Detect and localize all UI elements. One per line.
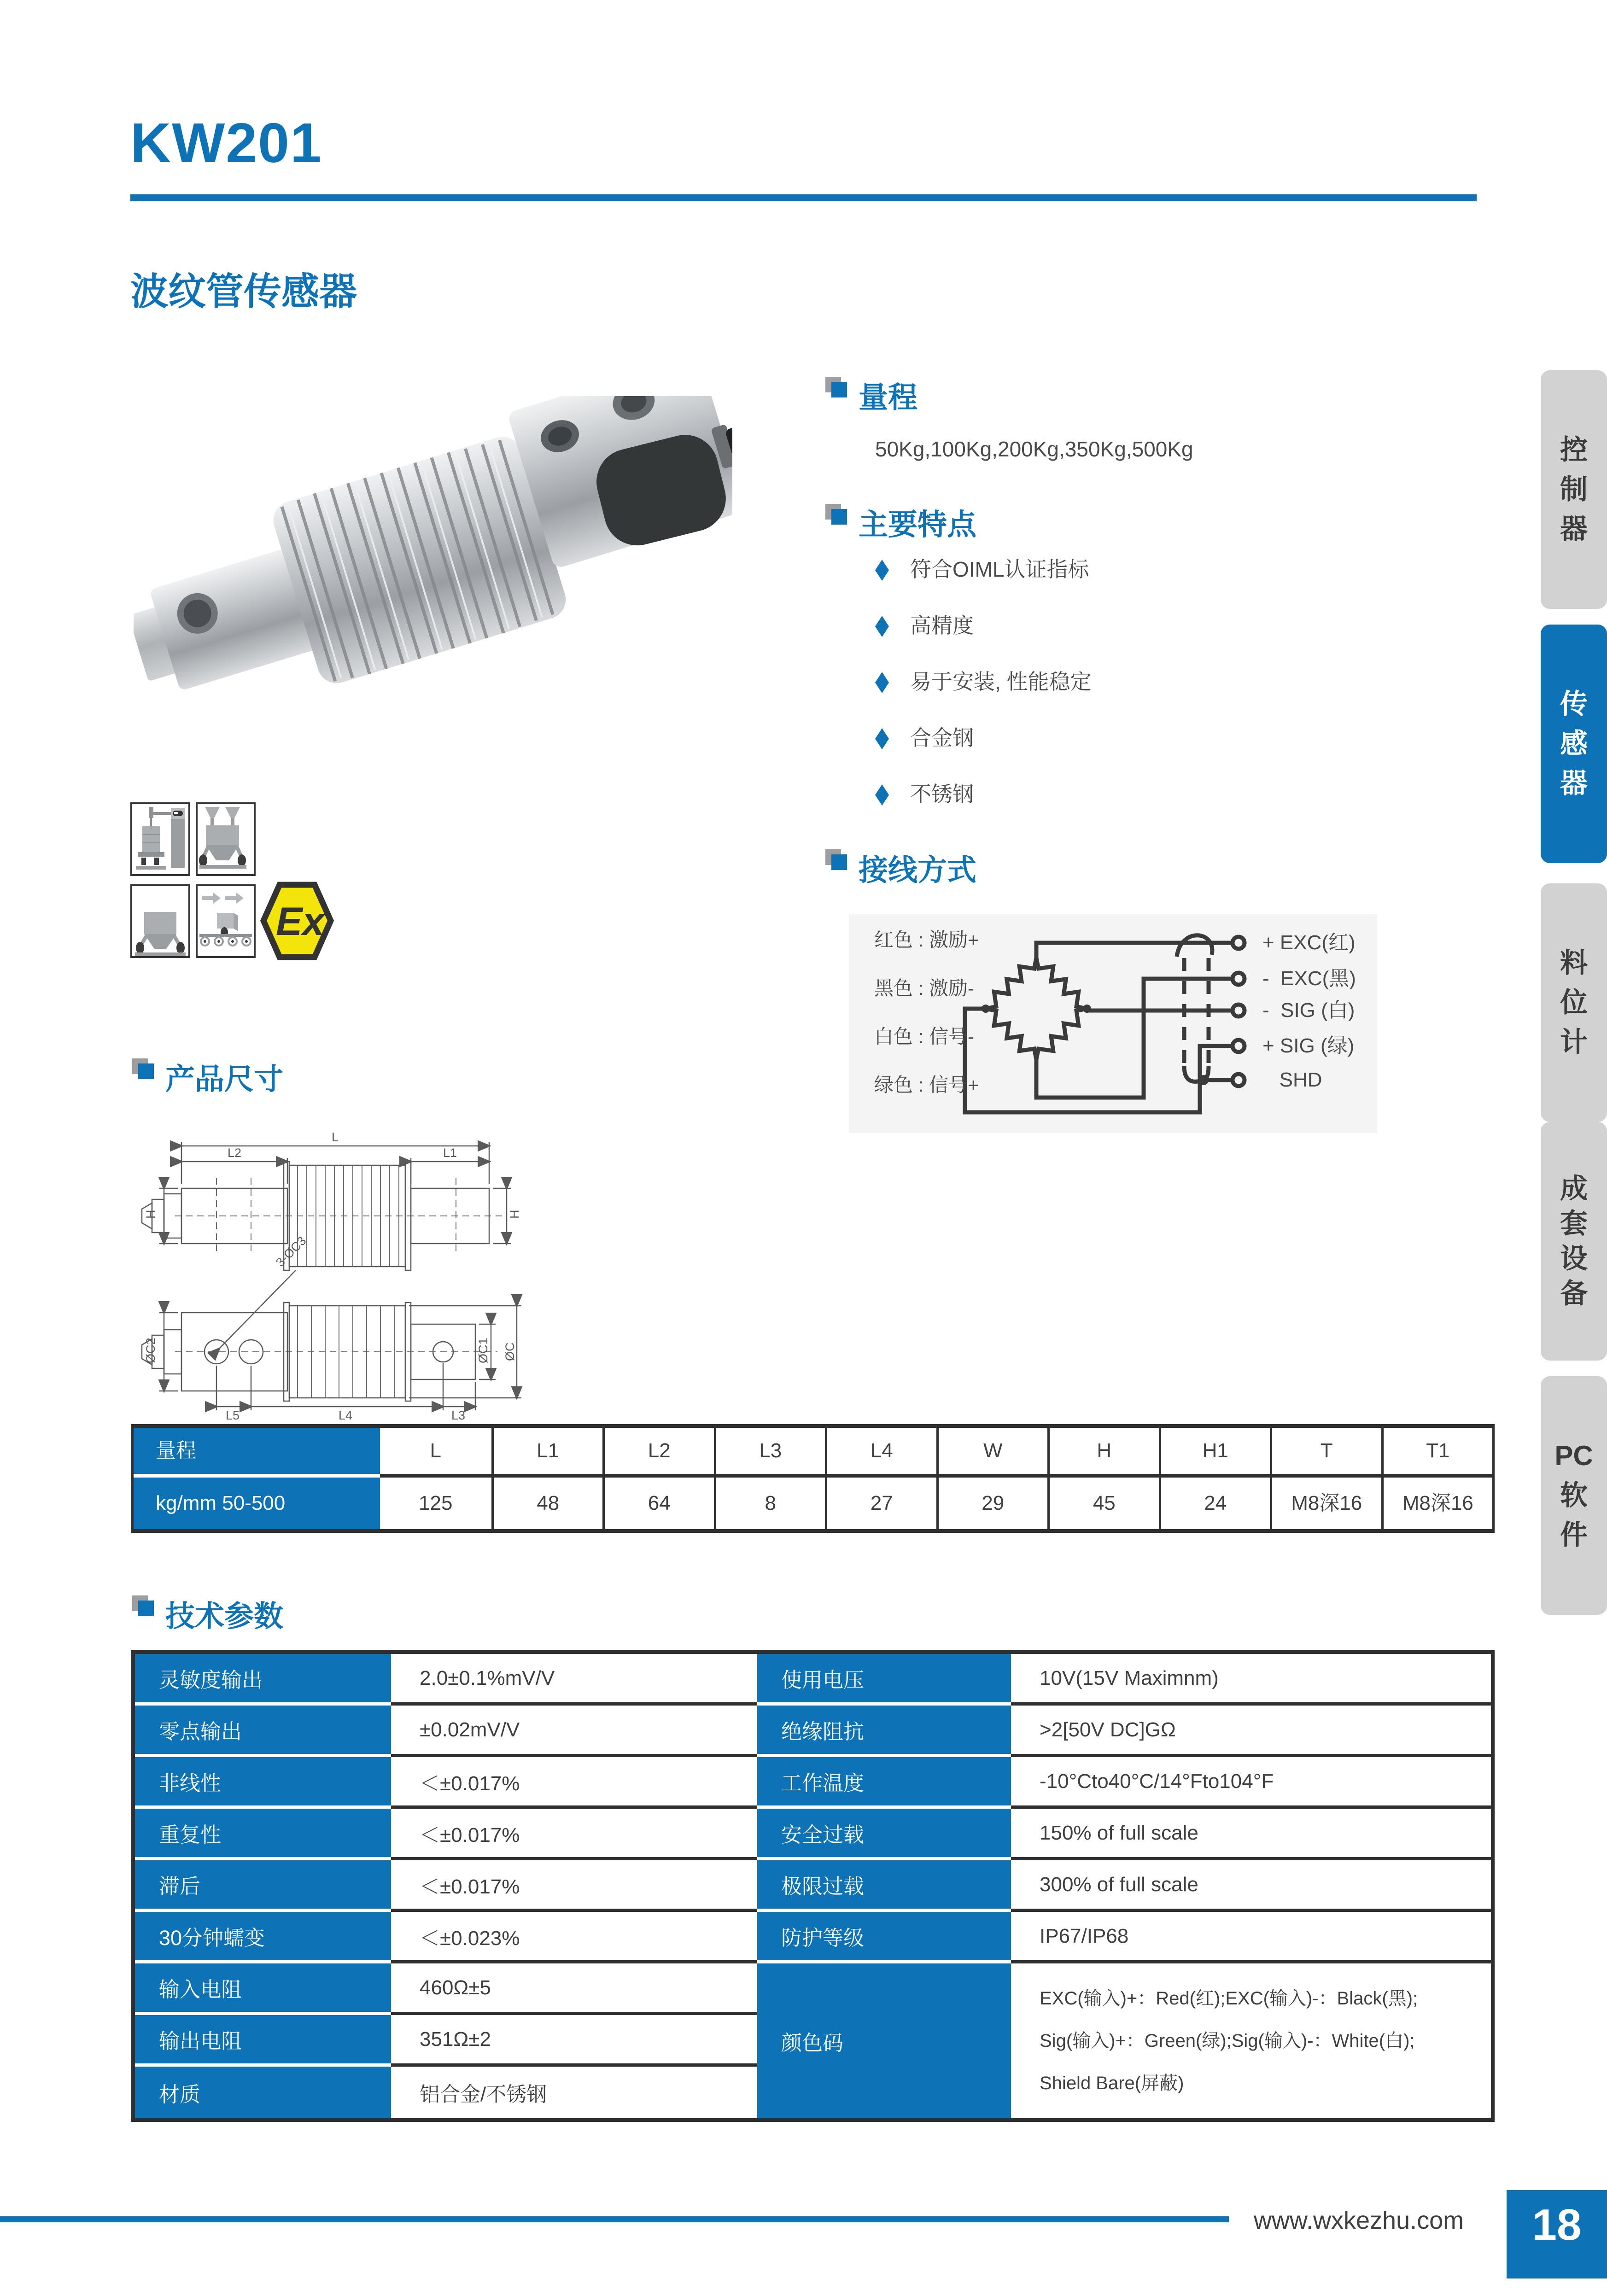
dim-cell: 24 xyxy=(1159,1478,1270,1529)
feature-item: 不锈钢 xyxy=(875,780,974,808)
dim-label-C: ØC xyxy=(503,1342,517,1361)
sidebar-tab-controller[interactable]: 控 制 器 xyxy=(1541,370,1607,609)
application-icon-tank-scale xyxy=(130,802,190,876)
dim-col-header: H xyxy=(1047,1428,1159,1478)
spec-value: IP67/IP68 xyxy=(1011,1912,1491,1963)
color-code-line: Sig(输入)+：Green(绿);Sig(输入)-：White(白); xyxy=(1040,2031,1415,2051)
terminal-label: + EXC(红) xyxy=(1262,931,1356,954)
spec-value: 351Ω±2 xyxy=(391,2015,757,2067)
footer-url: www.wxkezhu.com xyxy=(1254,2207,1464,2234)
dim-label-C2: ØC2 xyxy=(144,1338,158,1363)
dim-cell: 29 xyxy=(936,1478,1048,1529)
dim-label-L4: L4 xyxy=(339,1408,353,1422)
dim-col-header: L2 xyxy=(602,1428,714,1478)
dim-col-header: 量程 xyxy=(134,1428,380,1478)
dim-cell: 48 xyxy=(491,1478,603,1529)
dim-label-L1: L1 xyxy=(443,1146,457,1160)
spec-label: 零点输出 xyxy=(135,1706,391,1757)
page-title: KW201 xyxy=(130,111,322,174)
terminal-label: + SIG (绿) xyxy=(1262,1034,1355,1057)
spec-value: ＜±0.017% xyxy=(391,1860,757,1912)
dim-cell: 64 xyxy=(602,1478,714,1529)
spec-label: 30分钟蠕变 xyxy=(135,1912,391,1963)
wire-color-label: 红色 : 激励+ xyxy=(874,929,979,951)
section-title: 接线方式 xyxy=(859,853,976,887)
marker-icon xyxy=(831,509,847,525)
sidebar-tab-sensor[interactable]: 传 感 器 xyxy=(1541,625,1607,863)
color-code-line: EXC(输入)+：Red(红);EXC(输入)-：Black(黑); xyxy=(1040,1988,1418,2009)
section-title: 技术参数 xyxy=(165,1600,283,1633)
dimension-drawing xyxy=(134,1119,719,1423)
dim-label-H: H xyxy=(144,1209,158,1219)
load-cell-illustration xyxy=(134,396,732,714)
dim-col-header: T xyxy=(1270,1428,1381,1478)
sidebar-tab-complete-equipment[interactable]: 成 套 设 备 xyxy=(1541,1122,1607,1361)
dim-cell: M8深16 xyxy=(1270,1478,1381,1529)
spec-label: 重复性 xyxy=(135,1809,391,1860)
spec-value: 300% of full scale xyxy=(1011,1860,1491,1912)
spec-value: ±0.02mV/V xyxy=(391,1706,757,1757)
wire-color-label: 白色 : 信号- xyxy=(874,1026,974,1047)
dim-label-L2: L2 xyxy=(228,1146,242,1160)
dim-label-H2: H xyxy=(508,1209,521,1219)
diamond-bullet-icon xyxy=(875,728,889,749)
sidebar-tab-level-meter[interactable]: 料 位 计 xyxy=(1541,883,1607,1122)
svg-text:Ex: Ex xyxy=(276,900,325,944)
spec-value: 2.0±0.1%mV/V xyxy=(391,1654,757,1706)
marker-icon xyxy=(138,1063,154,1079)
title-rule xyxy=(130,194,1477,201)
spec-label: 工作温度 xyxy=(757,1757,1011,1809)
footer-rule xyxy=(0,2216,1229,2222)
dim-col-header: L4 xyxy=(825,1428,936,1478)
terminal-label: - EXC(黑) xyxy=(1262,967,1356,990)
dim-col-header: H1 xyxy=(1159,1428,1270,1478)
marker-icon xyxy=(831,854,847,870)
spec-value: 150% of full scale xyxy=(1011,1809,1491,1860)
section-title: 量程 xyxy=(859,381,917,414)
dim-cell: 27 xyxy=(825,1478,936,1529)
spec-label: 使用电压 xyxy=(757,1654,1011,1706)
spec-label: 灵敏度输出 xyxy=(135,1654,391,1706)
spec-value: ＜±0.023% xyxy=(391,1912,757,1963)
color-code-line: Shield Bare(屏蔽) xyxy=(1040,2073,1184,2093)
spec-label: 输出电阻 xyxy=(135,2015,391,2067)
product-subtitle: 波纹管传感器 xyxy=(130,271,357,313)
dim-cell: 125 xyxy=(380,1478,491,1529)
spec-table xyxy=(131,1650,1495,2122)
dim-label-L5: L5 xyxy=(226,1408,240,1422)
product-photo xyxy=(134,396,732,714)
terminal-label: SHD xyxy=(1262,1069,1322,1091)
feature-item: 符合OIML认证指标 xyxy=(875,555,1089,584)
diamond-bullet-icon xyxy=(875,560,889,581)
feature-item: 易于安装, 性能稳定 xyxy=(875,667,1092,696)
spec-label-color-code: 颜色码 xyxy=(757,1963,1011,2118)
application-icon-double-hopper xyxy=(196,802,256,876)
dim-cell: 8 xyxy=(714,1478,825,1529)
spec-value: ＜±0.017% xyxy=(391,1809,757,1860)
spec-value: 460Ω±5 xyxy=(391,1963,757,2015)
section-title: 产品尺寸 xyxy=(165,1063,283,1096)
range-value: 50Kg,100Kg,200Kg,350Kg,500Kg xyxy=(875,437,1193,461)
wire-color-label: 绿色 : 信号+ xyxy=(874,1074,979,1096)
spec-label: 极限过载 xyxy=(757,1860,1011,1912)
spec-value: >2[50V DC]GΩ xyxy=(1011,1706,1491,1757)
diamond-bullet-icon xyxy=(875,672,889,693)
dim-cell: 45 xyxy=(1047,1478,1159,1529)
spec-value-color-code xyxy=(1011,1963,1491,2118)
marker-icon xyxy=(138,1601,154,1616)
dim-label-C1: ØC1 xyxy=(476,1338,490,1363)
sidebar-tab-pc-software[interactable]: PC 软 件 xyxy=(1541,1376,1607,1615)
spec-value: 铝合金/不锈钢 xyxy=(391,2067,757,2118)
terminal-label: - SIG (白) xyxy=(1262,999,1355,1022)
spec-label: 防护等级 xyxy=(757,1912,1011,1963)
dim-col-header: L3 xyxy=(714,1428,825,1478)
marker-icon xyxy=(831,382,847,397)
dim-col-header: T1 xyxy=(1381,1428,1493,1478)
dim-col-header: L xyxy=(380,1428,491,1478)
page-number-badge: 18 xyxy=(1507,2190,1607,2278)
wiring-diagram xyxy=(849,914,1377,1133)
dim-cell: kg/mm 50-500 xyxy=(134,1478,380,1529)
spec-label: 输入电阻 xyxy=(135,1963,391,2015)
dim-label-C3: 3-ØC3 xyxy=(273,1233,309,1270)
feature-item: 高精度 xyxy=(875,611,974,640)
spec-value: 10V(15V Maximnm) xyxy=(1011,1654,1491,1706)
spec-label: 非线性 xyxy=(135,1757,391,1809)
section-title: 主要特点 xyxy=(859,508,976,541)
dim-label-L3: L3 xyxy=(451,1408,466,1422)
dim-cell: M8深16 xyxy=(1381,1478,1493,1529)
diamond-bullet-icon xyxy=(875,616,889,637)
spec-label: 安全过载 xyxy=(757,1809,1011,1860)
spec-value: -10°Cto40°C/14°Fto104°F xyxy=(1011,1757,1491,1809)
diamond-bullet-icon xyxy=(875,784,889,806)
spec-label: 绝缘阻抗 xyxy=(757,1706,1011,1757)
spec-value: ＜±0.017% xyxy=(391,1757,757,1809)
dimension-table xyxy=(131,1424,1495,1533)
spec-label: 滞后 xyxy=(135,1860,391,1912)
ex-atex-certification-icon xyxy=(260,881,334,961)
application-icon-conveyor xyxy=(196,884,256,958)
dim-label-L: L xyxy=(332,1130,339,1144)
dim-col-header: W xyxy=(936,1428,1048,1478)
feature-item: 合金钢 xyxy=(875,724,974,752)
spec-label: 材质 xyxy=(135,2067,391,2118)
wire-color-label: 黑色 : 激励- xyxy=(874,977,974,999)
application-icon-hopper xyxy=(130,884,190,958)
dim-col-header: L1 xyxy=(491,1428,603,1478)
